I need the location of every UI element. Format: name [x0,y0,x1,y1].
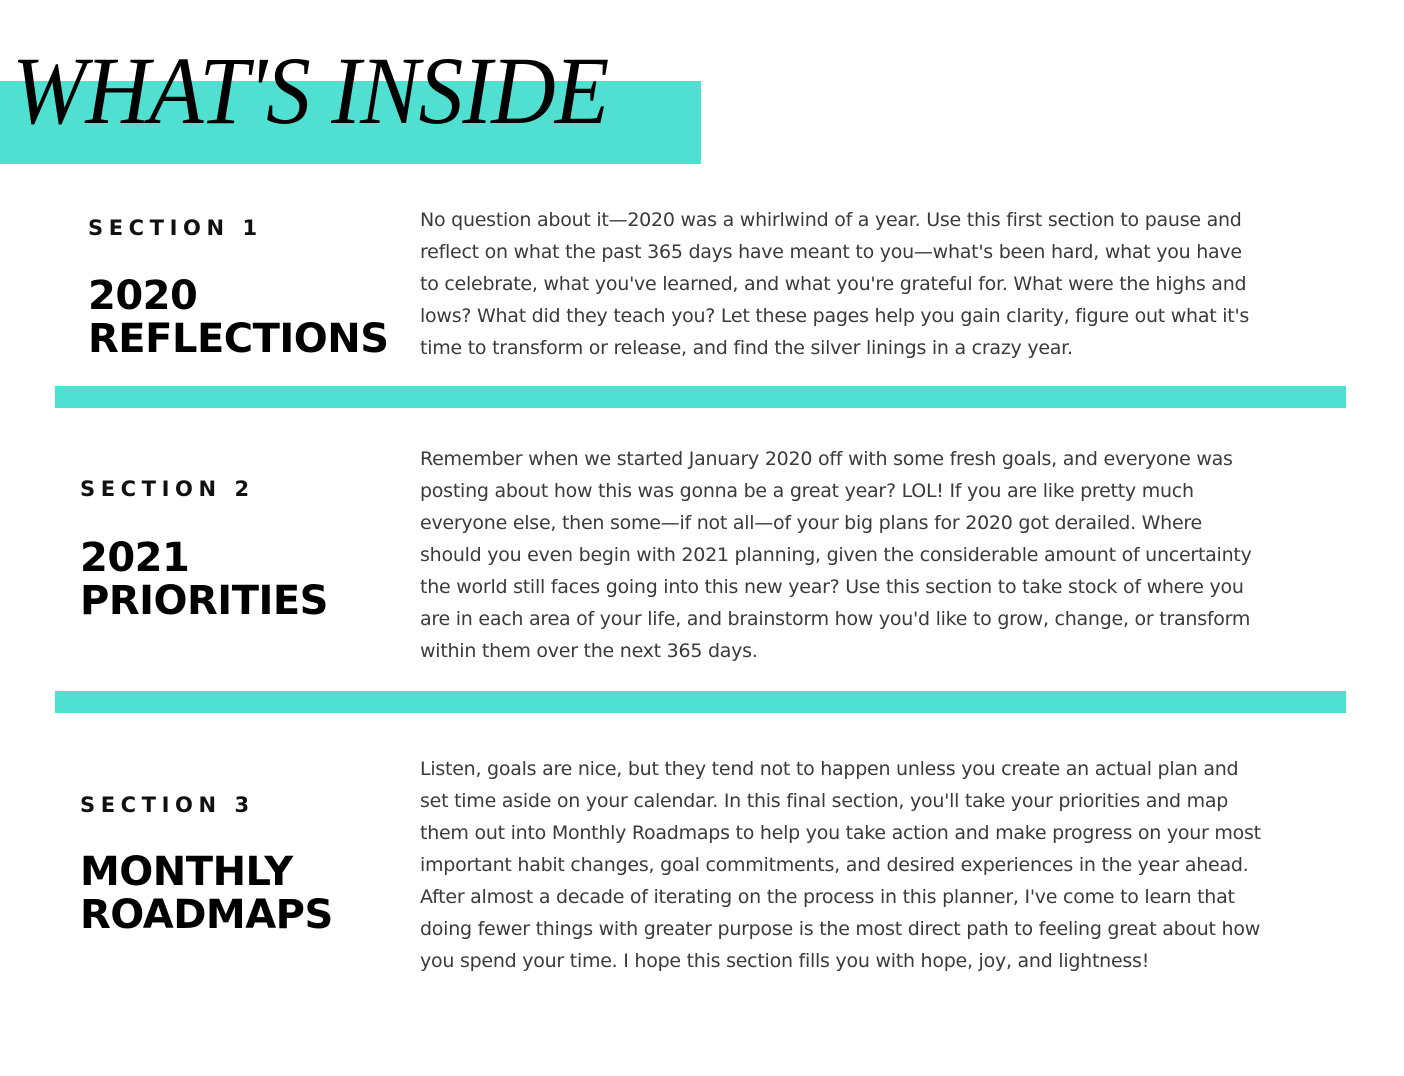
section-heading-line: 2021 [80,535,190,581]
section-heading-line: PRIORITIES [80,578,328,624]
body-line: to celebrate, what you've learned, and what you're grateful for. What were the highs and [420,273,1247,295]
section-description [420,204,1330,364]
body-line: important habit changes, goal commitments, and desired experiences in the year ahead. [420,854,1249,876]
body-line: Remember when we started January 2020 off with some fresh goals, and everyone was [420,448,1233,470]
section-label: SECTION 2 [80,477,255,501]
body-line: Listen, goals are nice, but they tend not to happen unless you create an actual plan and [420,758,1239,780]
body-line: them out into Monthly Roadmaps to help you take action and make progress on your most [420,822,1261,844]
body-line: No question about it—2020 was a whirlwind of a year. Use this first section to pause and [420,209,1242,231]
section-description [420,753,1330,977]
section-label: SECTION 1 [88,216,263,240]
section-heading-line: MONTHLY [80,849,293,895]
body-line: reflect on what the past 365 days have meant to you—what's been hard, what you have [420,241,1242,263]
body-line: should you even begin with 2021 planning, given the considerable amount of uncertainty [420,544,1252,566]
section-heading [80,537,328,623]
section-heading [88,275,389,361]
section-divider [55,691,1346,713]
body-line: time to transform or release, and find the silver linings in a crazy year. [420,337,1073,359]
body-line: lows? What did they teach you? Let these pages help you gain clarity, figure out what it's [420,305,1250,327]
body-line: are in each area of your life, and brainstorm how you'd like to grow, change, or transform [420,608,1251,630]
body-line: After almost a decade of iterating on the process in this planner, I've come to learn that [420,886,1235,908]
body-line: the world still faces going into this new year? Use this section to take stock of where you [420,576,1244,598]
body-line: you spend your time. I hope this section fills you with hope, joy, and lightness! [420,950,1150,972]
section-label: SECTION 3 [80,793,255,817]
section-heading-line: 2020 [88,273,198,319]
section-heading-line: REFLECTIONS [88,316,389,362]
body-line: doing fewer things with greater purpose is the most direct path to feeling great about how [420,918,1261,940]
page-title: WHAT'S INSIDE [12,37,609,144]
section-heading [80,851,333,937]
section-heading-line: ROADMAPS [80,892,333,938]
body-line: within them over the next 365 days. [420,640,758,662]
section-description [420,443,1330,667]
body-line: everyone else, then some—if not all—of your big plans for 2020 got derailed. Where [420,512,1202,534]
body-line: posting about how this was gonna be a great year? LOL! If you are like pretty much [420,480,1194,502]
section-divider [55,386,1346,408]
body-line: set time aside on your calendar. In this final section, you'll take your priorities and map [420,790,1229,812]
